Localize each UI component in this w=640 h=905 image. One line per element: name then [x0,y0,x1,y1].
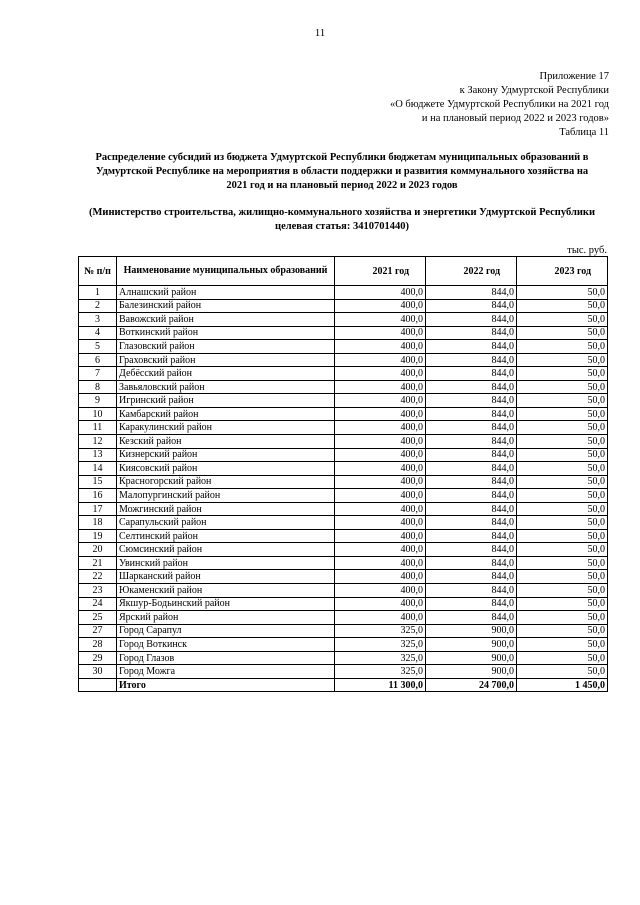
row-2022: 844,0 [426,543,517,557]
total-label: Итого [117,678,335,692]
table-row [79,665,608,679]
row-2021: 325,0 [335,651,426,665]
row-2021: 400,0 [335,462,426,476]
row-2021: 400,0 [335,286,426,300]
table-row [79,380,608,394]
row-2021: 400,0 [335,529,426,543]
row-2021: 400,0 [335,597,426,611]
row-2022: 844,0 [426,597,517,611]
table-label: Таблица 11 [559,127,609,138]
row-number: 15 [79,475,117,489]
table-row [79,556,608,570]
row-name: Камбарский район [117,407,335,421]
title-line: Удмуртской Республике на мероприятия в области поддержки и развития коммунального хозяйства на [95,166,589,177]
row-name: Город Воткинск [117,638,335,652]
header-2023: 2023 год [517,257,608,286]
table-body [79,286,608,679]
row-2022: 844,0 [426,313,517,327]
row-2023: 50,0 [517,407,608,421]
row-2022: 900,0 [426,638,517,652]
row-2023: 50,0 [517,380,608,394]
table-row [79,570,608,584]
row-number: 28 [79,638,117,652]
row-2022: 844,0 [426,353,517,367]
header-num: № п/п [79,257,117,286]
row-number: 12 [79,435,117,449]
row-name: Глазовский район [117,340,335,354]
row-2021: 400,0 [335,340,426,354]
row-number: 14 [79,462,117,476]
table-row [79,340,608,354]
row-2021: 400,0 [335,570,426,584]
row-2022: 844,0 [426,340,517,354]
row-name: Кизнерский район [117,448,335,462]
row-2023: 50,0 [517,313,608,327]
row-number: 22 [79,570,117,584]
table-row [79,516,608,530]
row-2022: 900,0 [426,651,517,665]
row-number: 25 [79,611,117,625]
table-row [79,421,608,435]
subtitle-line: (Министерство строительства, жилищно-коммунального хозяйства и энергетики Удмуртской Республики [88,207,595,218]
row-2023: 50,0 [517,326,608,340]
header-2021: 2021 год [335,257,426,286]
row-name: Дебёсский район [117,367,335,381]
row-2022: 844,0 [426,502,517,516]
appendix-line: «О бюджете Удмуртской Республики на 2021 год [389,99,609,110]
title-line: Распределение субсидий из бюджета Удмуртской Республики бюджетам муниципальных образований в [95,152,589,163]
row-number: 23 [79,584,117,598]
table-row [79,638,608,652]
total-2023: 1 450,0 [517,678,608,692]
row-2021: 400,0 [335,489,426,503]
total-row [79,678,608,692]
table-row [79,624,608,638]
row-number: 2 [79,299,117,313]
table-row [79,407,608,421]
row-2022: 844,0 [426,435,517,449]
document-title [78,151,606,193]
row-number: 30 [79,665,117,679]
row-2021: 400,0 [335,326,426,340]
row-2021: 400,0 [335,516,426,530]
total-2022: 24 700,0 [426,678,517,692]
row-name: Алнашский район [117,286,335,300]
ministry-subtitle [78,206,606,234]
row-2022: 844,0 [426,462,517,476]
row-number: 11 [79,421,117,435]
row-number: 3 [79,313,117,327]
table-row [79,299,608,313]
row-2022: 844,0 [426,421,517,435]
row-name: Сюмсинский район [117,543,335,557]
row-number: 5 [79,340,117,354]
row-number: 21 [79,556,117,570]
row-2022: 844,0 [426,299,517,313]
row-2022: 844,0 [426,407,517,421]
appendix-line: к Закону Удмуртской Республики [459,85,609,96]
header-2022: 2022 год [426,257,517,286]
row-name: Якшур-Бодьинский район [117,597,335,611]
row-2023: 50,0 [517,570,608,584]
appendix-header [390,70,609,140]
row-2023: 50,0 [517,489,608,503]
table-row [79,489,608,503]
appendix-line: Приложение 17 [539,71,609,82]
table-row [79,529,608,543]
row-name: Сарапульский район [117,516,335,530]
row-2023: 50,0 [517,286,608,300]
row-2021: 400,0 [335,502,426,516]
row-2021: 400,0 [335,435,426,449]
row-name: Красногорский район [117,475,335,489]
row-name: Город Глазов [117,651,335,665]
row-2023: 50,0 [517,435,608,449]
row-2022: 844,0 [426,367,517,381]
row-2023: 50,0 [517,529,608,543]
row-2022: 844,0 [426,529,517,543]
row-name: Воткинский район [117,326,335,340]
row-2023: 50,0 [517,543,608,557]
units-label: тыс. руб. [567,245,607,256]
row-number: 6 [79,353,117,367]
row-number: 10 [79,407,117,421]
row-name: Игринский район [117,394,335,408]
row-2021: 400,0 [335,421,426,435]
table-row [79,367,608,381]
row-2023: 50,0 [517,299,608,313]
row-2021: 325,0 [335,638,426,652]
table-row [79,313,608,327]
header-name: Наименование муниципальных образований [117,257,335,286]
table-row [79,448,608,462]
row-2022: 900,0 [426,665,517,679]
row-name: Вавожский район [117,313,335,327]
row-2023: 50,0 [517,502,608,516]
table-row [79,502,608,516]
title-line: 2021 год и на плановый период 2022 и 2023 годов [226,180,458,191]
row-2023: 50,0 [517,624,608,638]
row-number: 27 [79,624,117,638]
row-name: Шарканский район [117,570,335,584]
row-number: 18 [79,516,117,530]
row-2021: 400,0 [335,556,426,570]
row-number: 16 [79,489,117,503]
row-2023: 50,0 [517,353,608,367]
row-2021: 400,0 [335,448,426,462]
table-row [79,475,608,489]
row-2021: 400,0 [335,407,426,421]
row-2023: 50,0 [517,367,608,381]
row-name: Завьяловский район [117,380,335,394]
table-row [79,584,608,598]
row-2021: 400,0 [335,380,426,394]
row-name: Ярский район [117,611,335,625]
row-name: Малопургинский район [117,489,335,503]
total-2021: 11 300,0 [335,678,426,692]
row-2022: 844,0 [426,611,517,625]
appendix-line: и на плановый период 2022 и 2023 годов» [421,113,609,124]
row-number: 1 [79,286,117,300]
table-row [79,326,608,340]
row-2022: 844,0 [426,584,517,598]
total-num [79,678,117,692]
row-name: Селтинский район [117,529,335,543]
row-2023: 50,0 [517,556,608,570]
row-2023: 50,0 [517,638,608,652]
row-2022: 844,0 [426,394,517,408]
row-number: 8 [79,380,117,394]
row-name: Увинский район [117,556,335,570]
row-2023: 50,0 [517,462,608,476]
row-number: 19 [79,529,117,543]
subsidy-table [78,256,608,692]
row-name: Юкаменский район [117,584,335,598]
row-2021: 400,0 [335,353,426,367]
row-2022: 844,0 [426,556,517,570]
row-name: Киясовский район [117,462,335,476]
row-2021: 400,0 [335,299,426,313]
row-name: Кезский район [117,435,335,449]
row-2022: 844,0 [426,326,517,340]
table-row [79,611,608,625]
page-number: 11 [314,27,326,39]
table-row [79,394,608,408]
row-2021: 400,0 [335,584,426,598]
row-number: 17 [79,502,117,516]
row-2023: 50,0 [517,516,608,530]
row-number: 29 [79,651,117,665]
row-2022: 844,0 [426,489,517,503]
row-2022: 900,0 [426,624,517,638]
table-row [79,651,608,665]
row-2021: 400,0 [335,313,426,327]
table-row [79,286,608,300]
row-2021: 400,0 [335,475,426,489]
row-2023: 50,0 [517,665,608,679]
row-2021: 400,0 [335,367,426,381]
row-number: 20 [79,543,117,557]
row-2022: 844,0 [426,570,517,584]
table-row [79,462,608,476]
row-2021: 400,0 [335,394,426,408]
row-2023: 50,0 [517,651,608,665]
row-2023: 50,0 [517,584,608,598]
row-2022: 844,0 [426,475,517,489]
row-name: Граховский район [117,353,335,367]
row-2021: 400,0 [335,543,426,557]
row-2023: 50,0 [517,597,608,611]
row-2022: 844,0 [426,516,517,530]
row-2023: 50,0 [517,394,608,408]
table-row [79,353,608,367]
row-2021: 325,0 [335,665,426,679]
row-2023: 50,0 [517,421,608,435]
table-row [79,435,608,449]
row-name: Каракулинский район [117,421,335,435]
row-2023: 50,0 [517,475,608,489]
row-number: 9 [79,394,117,408]
row-number: 13 [79,448,117,462]
row-2022: 844,0 [426,380,517,394]
table-row [79,597,608,611]
row-number: 24 [79,597,117,611]
row-name: Город Сарапул [117,624,335,638]
row-2022: 844,0 [426,286,517,300]
row-name: Можгинский район [117,502,335,516]
subtitle-line: целевая статья: 3410701440) [275,221,409,232]
row-name: Город Можга [117,665,335,679]
row-name: Балезинский район [117,299,335,313]
row-number: 7 [79,367,117,381]
table-row [79,543,608,557]
table-header-row [79,257,608,286]
row-2021: 400,0 [335,611,426,625]
row-2023: 50,0 [517,448,608,462]
row-2023: 50,0 [517,611,608,625]
row-2022: 844,0 [426,448,517,462]
row-2023: 50,0 [517,340,608,354]
row-number: 4 [79,326,117,340]
row-2021: 325,0 [335,624,426,638]
